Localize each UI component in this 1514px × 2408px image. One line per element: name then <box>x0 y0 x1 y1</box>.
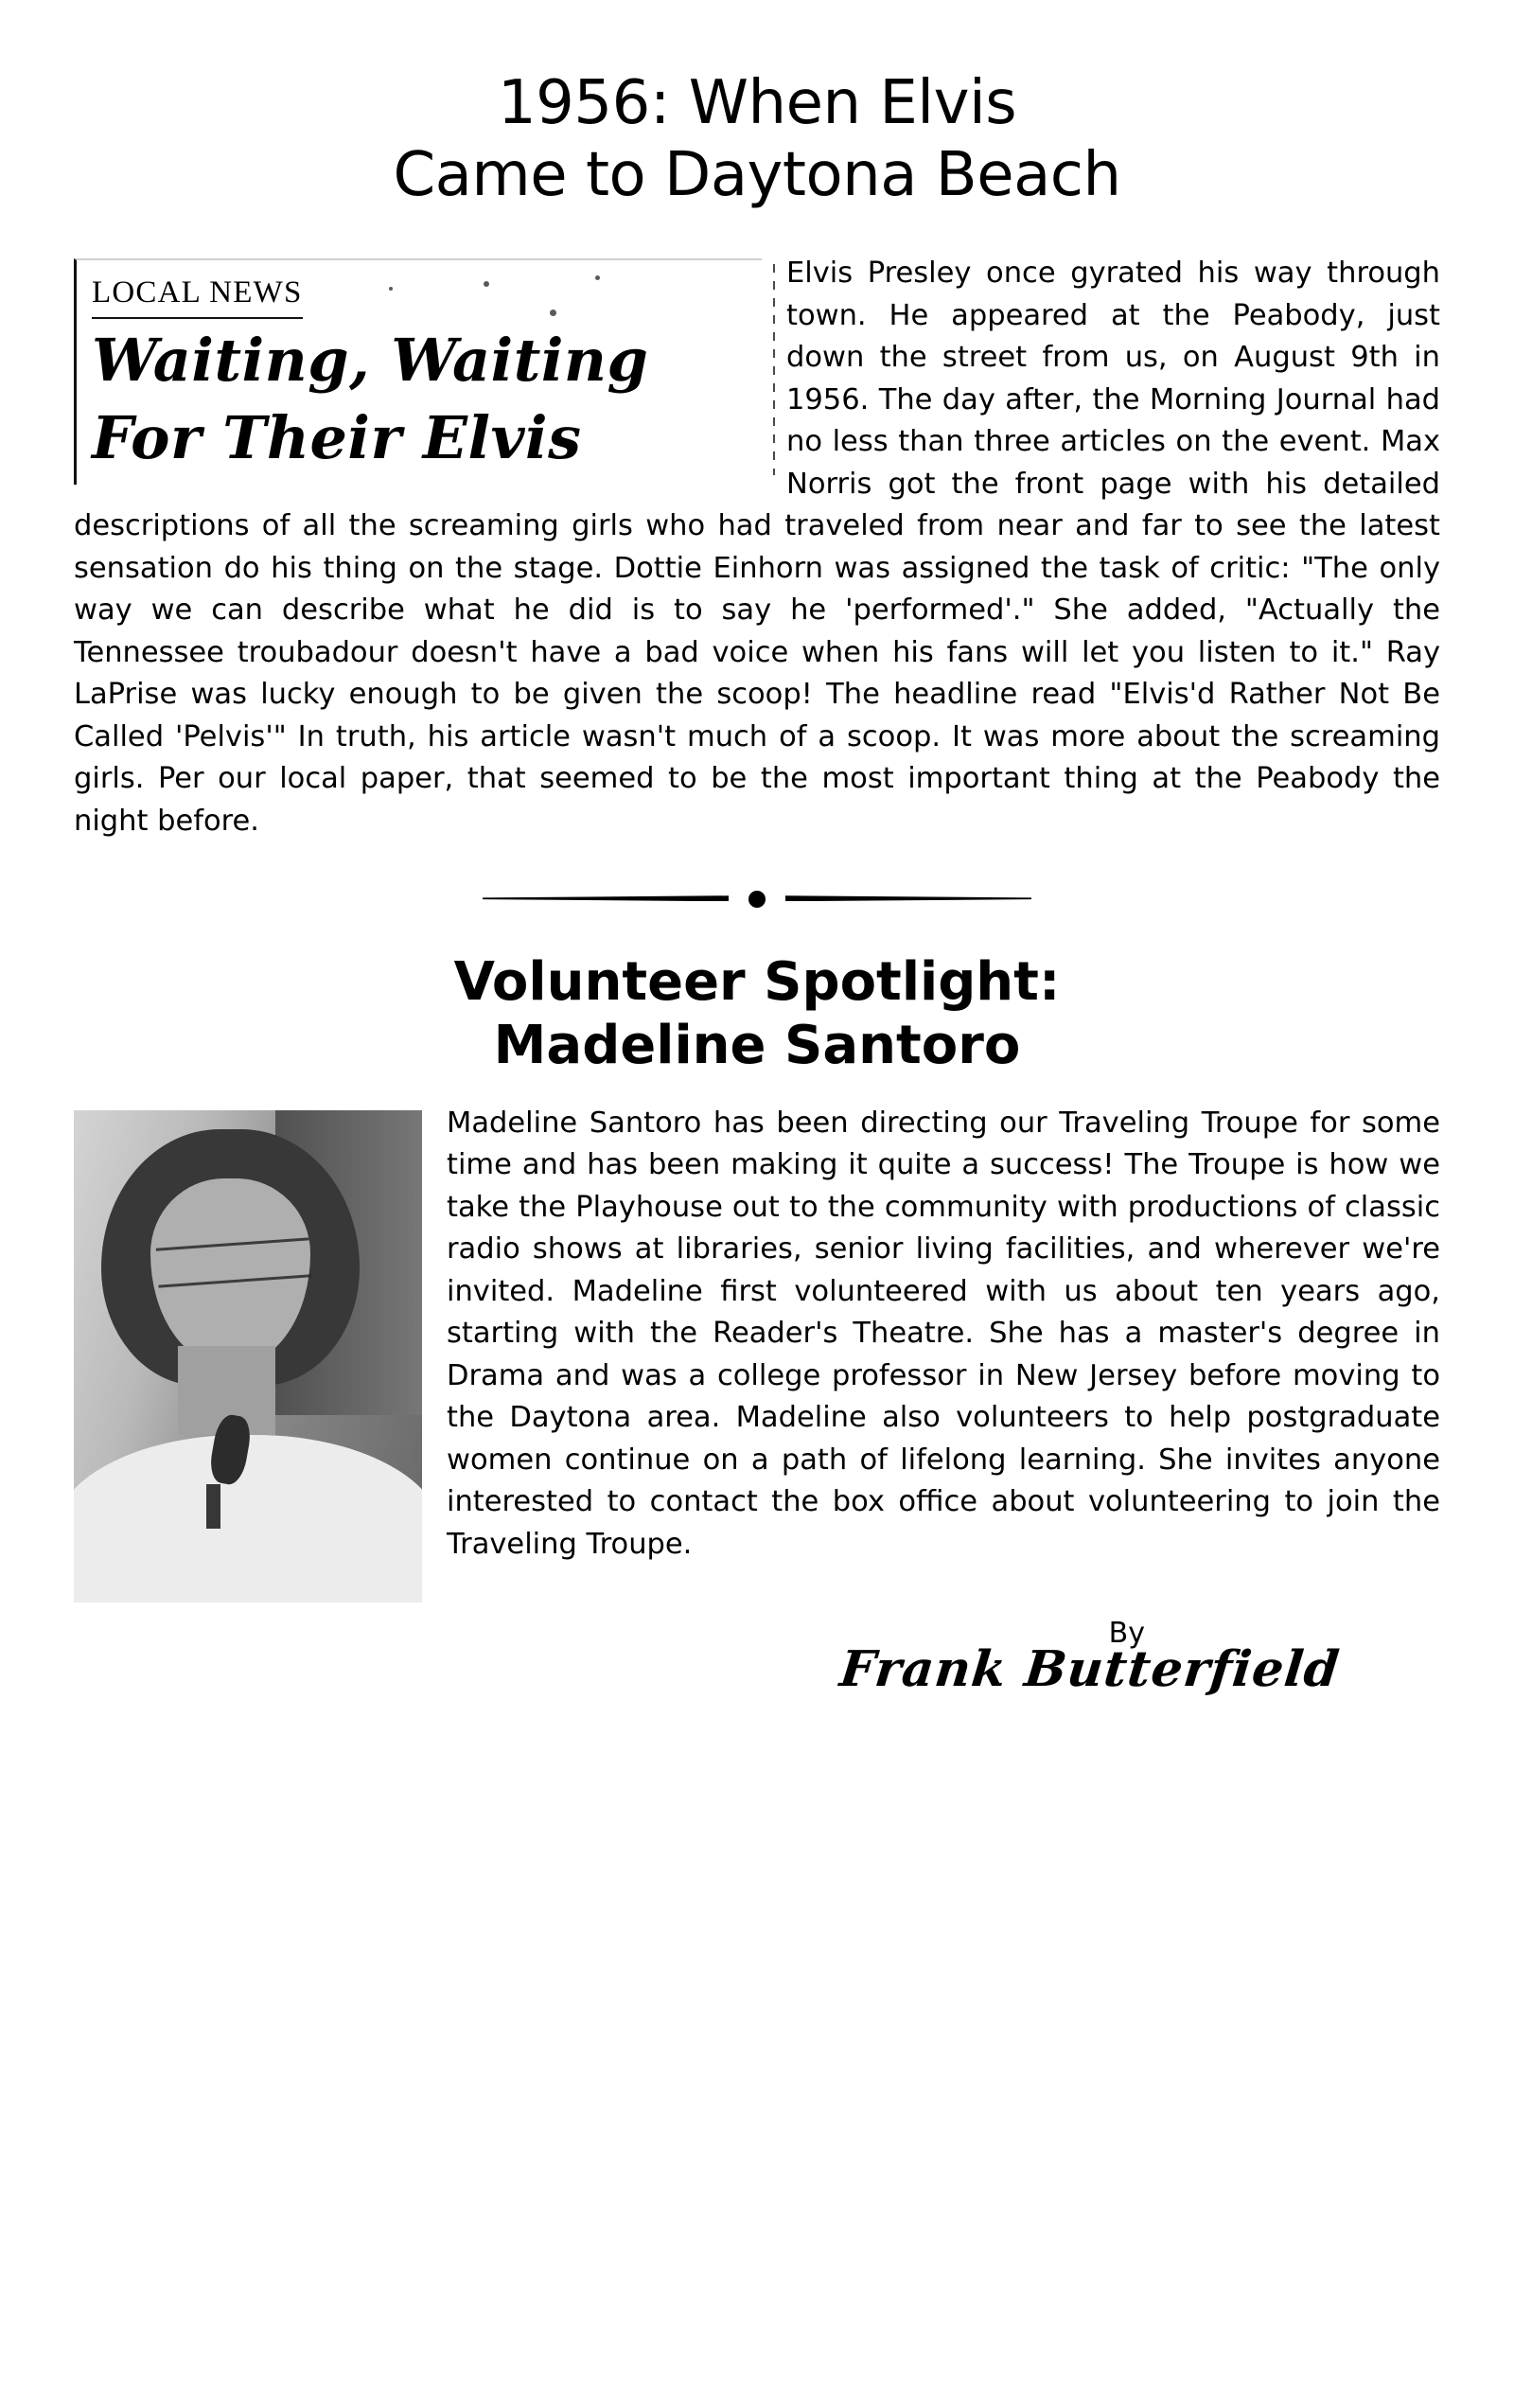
page-title-line-1: 1956: When Elvis <box>497 68 1017 138</box>
clipping-speck <box>595 275 600 280</box>
portrait-pendant <box>206 1484 220 1529</box>
signature-by-label: By <box>1108 1617 1145 1651</box>
page-title-line-2: Came to Daytona Beach <box>393 139 1121 210</box>
divider-right-bar <box>785 895 1031 901</box>
spotlight-title-line-2: Madeline Santoro <box>493 1015 1021 1077</box>
spotlight-article-text: Madeline Santoro has been directing our Traveling Troupe for some time and has been making it quite a success! The Troupe is how we take the Playhouse out to the community with productions of classic radio shows at libraries, senior living facilities, and wherever we're invited. Madeline first volunteered with us about ten years ago, starting with the Reader's Theatre. She has a master's degree in Drama and was a college professor in New Jersey before moving to the Daytona area. Madeline also volunteers to help postgraduate women continue on a path of lifelong learning. She invites anyone interested to contact the box office about volunteering to join the Traveling Troupe. <box>447 1106 1440 1561</box>
page-title <box>74 68 1440 211</box>
elvis-article-text: Elvis Presley once gyrated his way through town. He appeared at the Peabody, just down the street from us, on August 9th in 1956. The day after, the Morning Journal had no less than three articles on the event. Max Norris got the front page with his detailed descriptions of all the screaming girls who had traveled from near and far to see the latest sensation do his thing on the stage. Dottie Einhorn was assigned the task of critic: "The only way we can describe what he did is to say he 'performed'." She added, "Actually the Tennessee troubadour doesn't have a bad voice when his fans will let you listen to it." Ray LaPrise was lucky enough to be given the scoop! The headline read "Elvis'd Rather Not Be Called 'Pelvis'" In truth, his article wasn't much of a scoop. It was more about the screaming girls. Per our local paper, that seemed to be the most important thing at the Peabody the night before. <box>74 257 1440 838</box>
clipping-speck <box>550 310 556 316</box>
section-divider-ornament <box>483 882 1031 914</box>
clipping-kicker: LOCAL NEWS <box>92 270 303 319</box>
signature-name: Frank Butterfield <box>837 1640 1344 1699</box>
divider-center-dot <box>748 891 766 908</box>
spotlight-title-line-1: Volunteer Spotlight: <box>453 951 1061 1014</box>
spotlight-title <box>74 950 1440 1077</box>
divider-left-bar <box>483 895 729 901</box>
spotlight-article <box>74 1103 1440 1567</box>
elvis-article <box>74 253 1440 842</box>
newsletter-page <box>0 68 1514 2408</box>
clipping-speck <box>389 287 393 291</box>
newspaper-clipping-image <box>74 258 762 485</box>
author-signature <box>74 1617 1440 1698</box>
clipping-speck <box>484 281 489 287</box>
clipping-headline-line-1: Waiting, Waiting <box>92 326 649 396</box>
portrait-shoulders <box>74 1435 422 1602</box>
clipping-headline-line-2: For Their Elvis <box>92 402 582 472</box>
volunteer-portrait-photo <box>74 1110 422 1602</box>
